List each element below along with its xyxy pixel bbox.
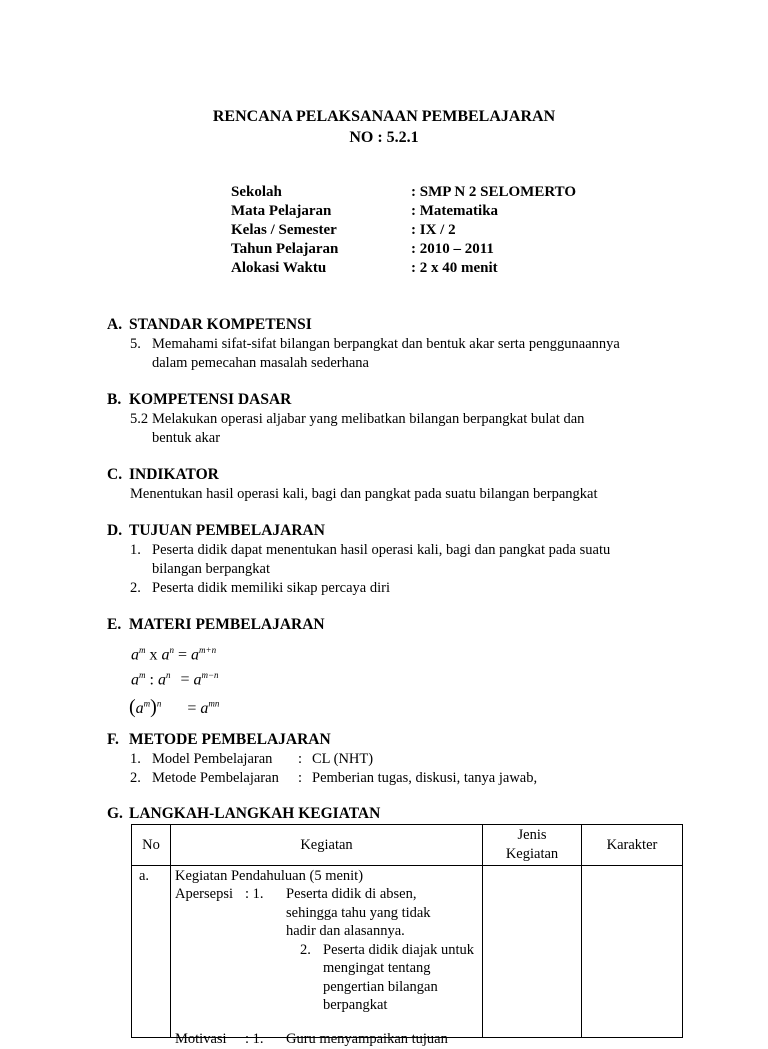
section-c-text: Menentukan hasil operasi kali, bagi dan pangkat pada suatu bilangan berpangkat bbox=[130, 486, 598, 502]
apersepsi-item1-line3: hadir dan alasannya. bbox=[286, 923, 405, 939]
table-header-row bbox=[132, 825, 683, 866]
row-heading: Kegiatan Pendahuluan (5 menit) bbox=[175, 868, 364, 884]
formula-quotient-rule: $a^m$ : $a^n = a^{m-n}$ bbox=[131, 670, 219, 689]
method-item2-num: 2. bbox=[130, 770, 141, 786]
header-no: No bbox=[132, 825, 171, 866]
info-value-kelas: : IX / 2 bbox=[411, 222, 456, 238]
info-label-mata-pelajaran: Mata Pelajaran bbox=[231, 203, 332, 219]
section-c-letter: C. bbox=[107, 466, 123, 483]
section-b-line2: bentuk akar bbox=[152, 430, 221, 446]
document-title: RENCANA PELAKSANAAN PEMBELAJARAN bbox=[212, 108, 556, 125]
apersepsi-sep: : 1. bbox=[245, 886, 264, 902]
header-karakter: Karakter bbox=[582, 825, 683, 866]
info-value-alokasi: : 2 x 40 menit bbox=[411, 260, 498, 276]
section-d-title: TUJUAN PEMBELAJARAN bbox=[129, 522, 325, 539]
info-value-tahun: : 2010 – 2011 bbox=[411, 241, 494, 257]
info-label-tahun: Tahun Pelajaran bbox=[231, 241, 339, 257]
method-item2-sep: : bbox=[298, 770, 303, 786]
section-e-letter: E. bbox=[107, 616, 122, 633]
section-b-num: 5.2 bbox=[130, 411, 149, 427]
section-e-title: MATERI PEMBELAJARAN bbox=[129, 616, 325, 633]
motivasi-sep: : 1. bbox=[245, 1031, 264, 1047]
method-item2-value: Pemberian tugas, diskusi, tanya jawab, bbox=[312, 770, 538, 786]
info-label-alokasi: Alokasi Waktu bbox=[231, 260, 327, 276]
section-d-item1-line2: bilangan berpangkat bbox=[152, 561, 270, 577]
table-row bbox=[132, 866, 683, 1038]
header-kegiatan: Kegiatan bbox=[171, 825, 483, 866]
section-c-title: INDIKATOR bbox=[129, 466, 219, 483]
section-g-letter: G. bbox=[107, 805, 123, 822]
apersepsi-item2-line3: pengertian bilangan bbox=[323, 979, 438, 995]
activity-table bbox=[131, 824, 683, 1047]
formula-power-rule: $(a^m)^n = a^{mn}$ bbox=[129, 696, 220, 718]
row-kegiatan-cell bbox=[171, 866, 483, 1047]
section-a-letter: A. bbox=[107, 316, 123, 333]
apersepsi-item1-line1: Peserta didik di absen, bbox=[286, 886, 417, 902]
apersepsi-item2-num: 2. bbox=[300, 942, 311, 958]
formula-product-rule: $a^m$ x $a^n = a^{m+n}$ bbox=[131, 645, 217, 664]
section-d-item2-num: 2. bbox=[130, 580, 141, 596]
method-item1-sep: : bbox=[298, 751, 303, 767]
row-karakter bbox=[582, 866, 683, 1038]
info-value-mata-pelajaran: : Matematika bbox=[411, 203, 499, 219]
header-jenis-kegiatan: Jenis Kegiatan bbox=[483, 825, 582, 866]
apersepsi-label: Apersepsi bbox=[175, 886, 233, 902]
section-f-title: METODE PEMBELAJARAN bbox=[129, 731, 331, 748]
method-item2-label: Metode Pembelajaran bbox=[152, 770, 279, 786]
section-d-letter: D. bbox=[107, 522, 123, 539]
info-label-kelas: Kelas / Semester bbox=[231, 222, 337, 238]
info-label-sekolah: Sekolah bbox=[231, 184, 282, 200]
method-item1-value: CL (NHT) bbox=[312, 751, 374, 767]
section-d-item1-num: 1. bbox=[130, 542, 141, 558]
section-b-line1: Melakukan operasi aljabar yang melibatkan bilangan berpangkat bulat dan bbox=[152, 411, 585, 427]
info-value-sekolah: : SMP N 2 SELOMERTO bbox=[411, 184, 577, 200]
section-b-title: KOMPETENSI DASAR bbox=[129, 391, 292, 408]
row-jenis-kegiatan bbox=[483, 866, 582, 1038]
method-item1-num: 1. bbox=[130, 751, 141, 767]
section-a-line1: Memahami sifat-sifat bilangan berpangkat dan bentuk akar serta penggunaannya bbox=[152, 336, 620, 352]
document-number: NO : 5.2.1 bbox=[349, 129, 419, 146]
apersepsi-item2-line4: berpangkat bbox=[323, 997, 388, 1013]
apersepsi-item2-line2: mengingat tentang bbox=[323, 960, 431, 976]
section-d-item2-line1: Peserta didik memiliki sikap percaya diri bbox=[152, 580, 390, 596]
section-f-letter: F. bbox=[107, 731, 119, 748]
section-g-title: LANGKAH-LANGKAH KEGIATAN bbox=[129, 805, 381, 822]
section-a-num: 5. bbox=[130, 336, 141, 352]
motivasi-label: Motivasi bbox=[175, 1031, 227, 1047]
section-a-line2: dalam pemecahan masalah sederhana bbox=[152, 355, 369, 371]
section-d-item1-line1: Peserta didik dapat menentukan hasil operasi kali, bagi dan pangkat pada suatu bbox=[152, 542, 611, 558]
motivasi-text: Guru menyampaikan tujuan bbox=[286, 1031, 448, 1047]
method-item1-label: Model Pembelajaran bbox=[152, 751, 273, 767]
section-a-title: STANDAR KOMPETENSI bbox=[129, 316, 312, 333]
apersepsi-item2-line1: Peserta didik diajak untuk bbox=[323, 942, 475, 958]
apersepsi-item1-line2: sehingga tahu yang tidak bbox=[286, 905, 431, 921]
section-b-letter: B. bbox=[107, 391, 122, 408]
row-number: a. bbox=[132, 866, 171, 1038]
